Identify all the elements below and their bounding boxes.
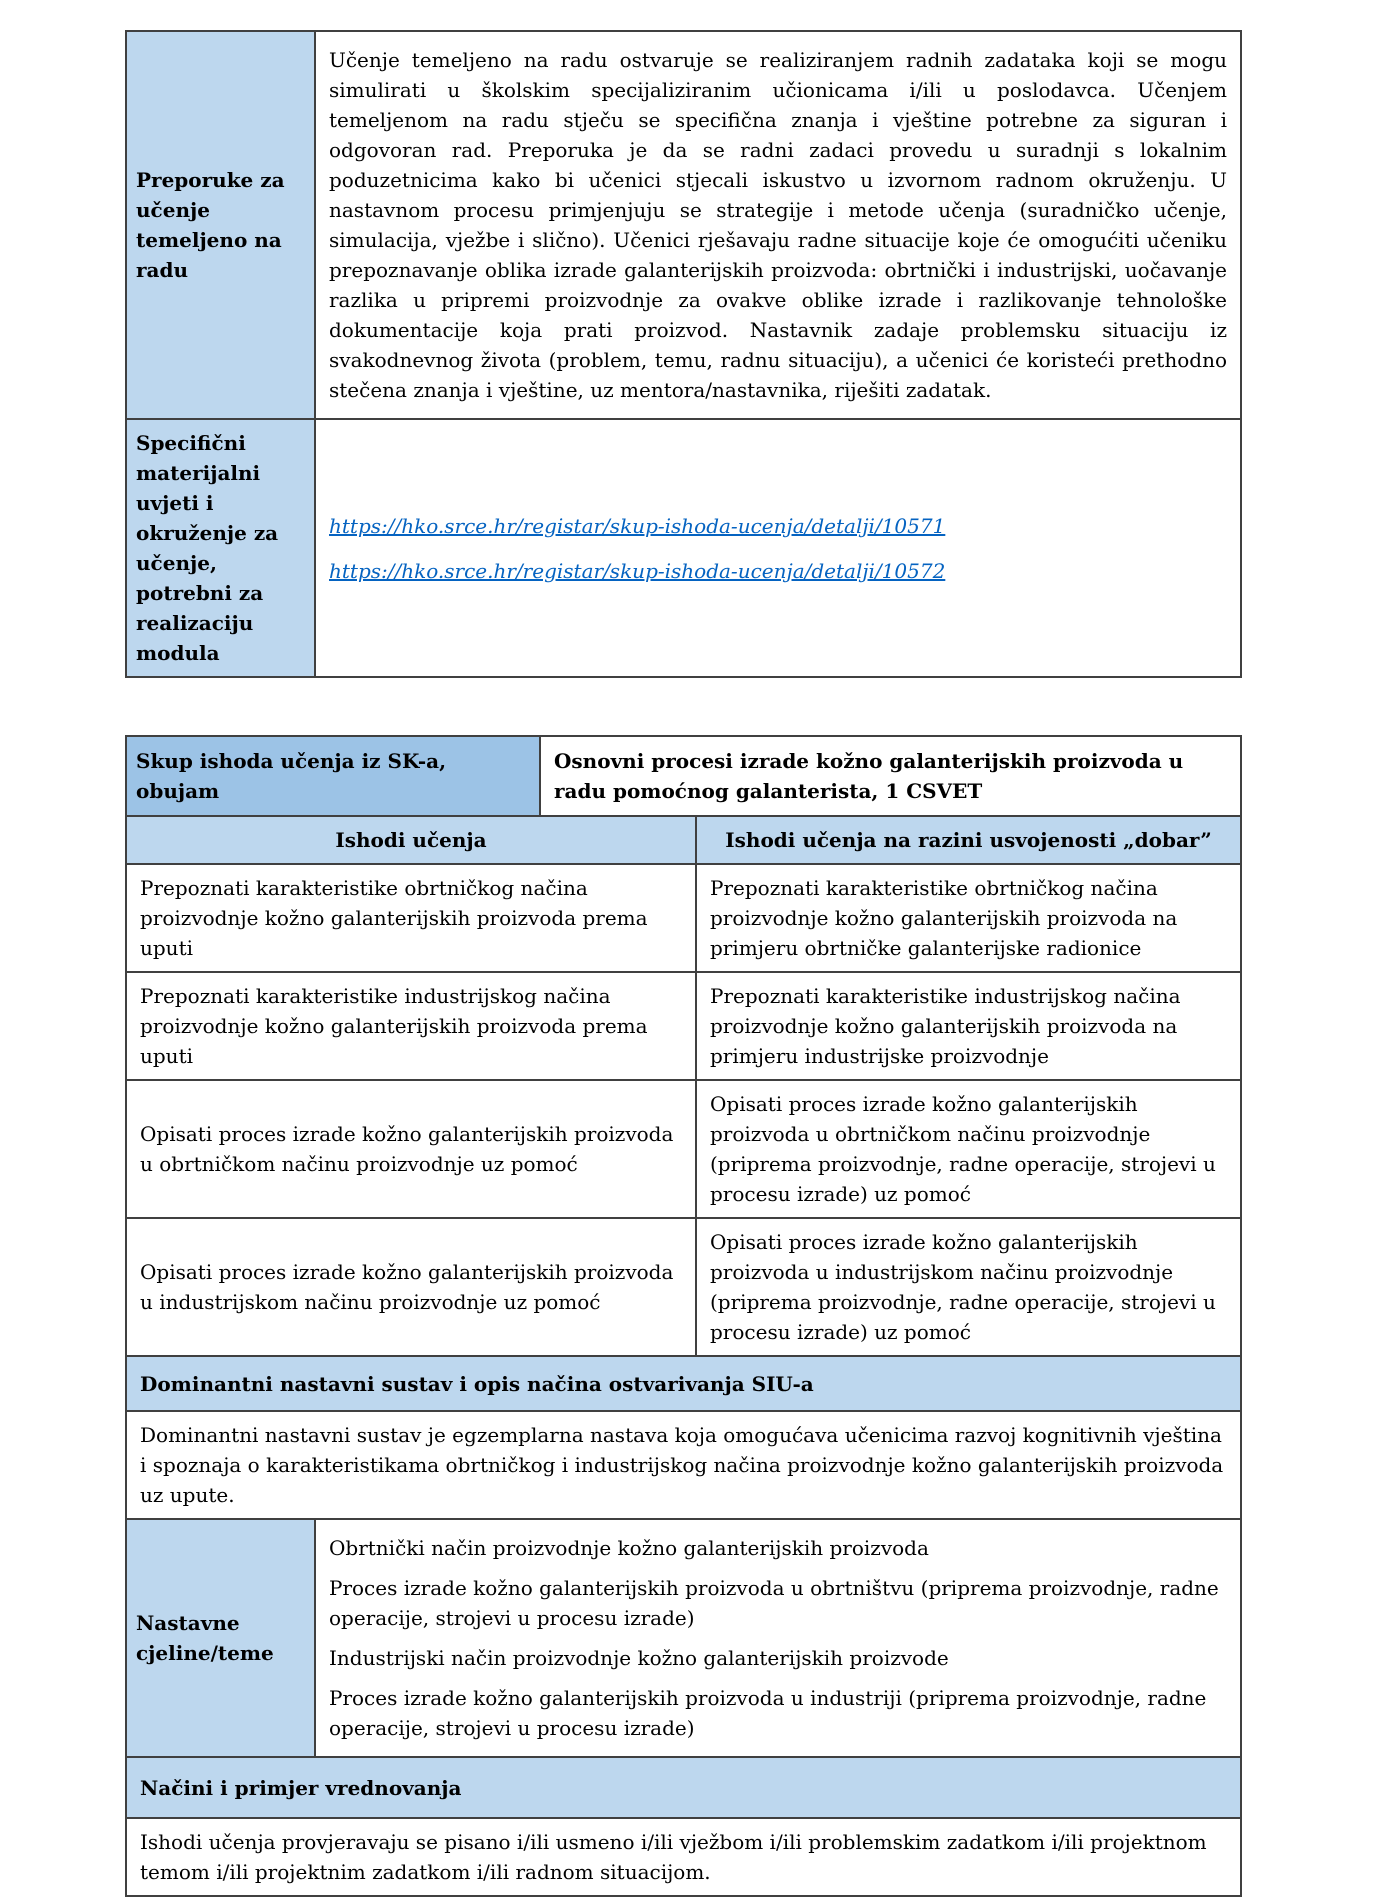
- dominant-system-header: Dominantni nastavni sustav i opis načina ostvarivanja SIU-a: [127, 1357, 1240, 1410]
- recommendations-row: [127, 32, 1240, 418]
- outcome-cell-right: Prepoznati karakteristike industrijskog načina proizvodnje kožno galanterijskih proizvoda na primjeru industrijske proizvodnje: [695, 973, 1240, 1079]
- outcome-cell-right: Prepoznati karakteristike obrtničkog načina proizvodnje kožno galanterijskih proizvoda na primjeru obrtničke galanterijske radionice: [695, 865, 1240, 971]
- outcomes-col-header-left: Ishodi učenja: [127, 817, 695, 863]
- outcomes-table: [125, 735, 1242, 1897]
- outcome-row-3: [127, 1079, 1240, 1217]
- outcomes-col-header-right: Ishodi učenja na razini usvojenosti „dobar”: [695, 817, 1240, 863]
- outcome-row-1: [127, 863, 1240, 971]
- outcomes-col-header-row: [127, 815, 1240, 863]
- topic-item: Industrijski način proizvodnje kožno galanterijskih proizvode: [329, 1646, 949, 1670]
- outcome-row-4: [127, 1217, 1240, 1355]
- topics-label: Nastavne cjeline/teme: [127, 1520, 314, 1756]
- outcome-cell-left: Prepoznati karakteristike industrijskog načina proizvodnje kožno galanterijskih proizvoda prema uputi: [140, 984, 648, 1068]
- sku-header-label: Skup ishoda učenja iz SK-a, obujam: [127, 737, 539, 815]
- topic-item: Proces izrade kožno galanterijskih proizvoda u industriji (priprema proizvodnje, radne operacije, strojevi u procesu izrade): [329, 1686, 1207, 1740]
- evaluation-text-row: [127, 1817, 1240, 1895]
- outcome-cell-left: Opisati proces izrade kožno galanterijskih proizvoda u obrtničkom načinu proizvodnje uz pomoć: [140, 1122, 674, 1176]
- sku-link-10571[interactable]: https://hko.srce.hr/registar/skup-ishoda-ucenja/detalji/10571: [329, 513, 946, 538]
- topics-list: [314, 1520, 1240, 1756]
- outcome-cell-left: Opisati proces izrade kožno galanterijskih proizvoda u industrijskom načinu proizvodnje uz pomoć: [140, 1260, 674, 1314]
- conditions-label: Specifični materijalni uvjeti i okruženje za učenje, potrebni za realizaciju modula: [127, 420, 314, 676]
- outcome-cell-left: Prepoznati karakteristike obrtničkog načina proizvodnje kožno galanterijskih proizvoda prema uputi: [140, 876, 648, 960]
- outcome-cell-right: Opisati proces izrade kožno galanterijskih proizvoda u industrijskom načinu proizvodnje (priprema proizvodnje, radne operacije, strojevi u procesu izrade) uz pomoć: [695, 1219, 1240, 1355]
- dominant-system-header-row: [127, 1355, 1240, 1410]
- topic-item: Obrtnički način proizvodnje kožno galanterijskih proizvoda: [329, 1536, 929, 1560]
- dominant-system-text: Dominantni nastavni sustav je egzemplarna nastava koja omogućava učenicima razvoj kognitivnih vještina i spoznaja o karakteristikama obrtničkog i industrijskog načina proizvodnje kožno galanterijskih proizvoda uz upute.: [140, 1423, 1224, 1507]
- conditions-row: [127, 418, 1240, 676]
- link-line: [329, 557, 1227, 585]
- link-line: [329, 512, 1227, 540]
- sku-link-10572[interactable]: https://hko.srce.hr/registar/skup-ishoda-ucenja/detalji/10572: [329, 558, 946, 583]
- evaluation-text: Ishodi učenja provjeravaju se pisano i/ili usmeno i/ili vježbom i/ili problemskim zadatkom i/ili projektnom temom i/ili projektnim zadatkom i/ili radnom situacijom.: [140, 1830, 1207, 1884]
- evaluation-header-row: [127, 1756, 1240, 1817]
- topics-row: [127, 1518, 1240, 1756]
- evaluation-header: Načini i primjer vrednovanja: [127, 1758, 1240, 1817]
- module-table: [125, 30, 1242, 678]
- outcome-cell-right: Opisati proces izrade kožno galanterijskih proizvoda u obrtničkom načinu proizvodnje (priprema proizvodnje, radne operacije, strojevi u procesu izrade) uz pomoć: [695, 1081, 1240, 1217]
- recommendations-label: Preporuke za učenje temeljeno na radu: [127, 32, 314, 418]
- sku-header-row: [127, 737, 1240, 815]
- conditions-links: [314, 420, 1240, 676]
- dominant-system-text-row: [127, 1410, 1240, 1518]
- sku-header-value: Osnovni procesi izrade kožno galanterijskih proizvoda u radu pomoćnog galanterista, 1 CSVET: [539, 737, 1240, 815]
- document-body: [125, 30, 1242, 1897]
- topic-item: Proces izrade kožno galanterijskih proizvoda u obrtništvu (priprema proizvodnje, radne operacije, strojevi u procesu izrade): [329, 1576, 1219, 1630]
- recommendations-text: Učenje temeljeno na radu ostvaruje se realiziranjem radnih zadataka koji se mogu simulirati u školskim specijaliziranim učionicama i/ili u poslodavca. Učenjem temeljenom na radu stječu se specifična znanja i vještine potrebne za siguran i odgovoran rad. Preporuka je da se radni zadaci provedu u suradnji s lokalnim poduzetnicima kako bi učenici stjecali iskustvo u izvornom radnom okruženju. U nastavnom procesu primjenjuju se strategije i metode učenja (suradničko učenje, simulacija, vježbe i slično). Učenici rješavaju radne situacije koje će omogućiti učeniku prepoznavanje oblika izrade galanterijskih proizvoda: obrtnički i industrijski, uočavanje razlika u pripremi proizvodnje za ovakve oblike izrade i razlikovanje tehnološke dokumentacije koja prati proizvod. Nastavnik zadaje problemsku situaciju iz svakodnevnog života (problem, temu, radnu situaciju), a učenici će koristeći prethodno stečena znanja i vještine, uz mentora/nastavnika, riješiti zadatak.: [314, 32, 1240, 418]
- outcome-row-2: [127, 971, 1240, 1079]
